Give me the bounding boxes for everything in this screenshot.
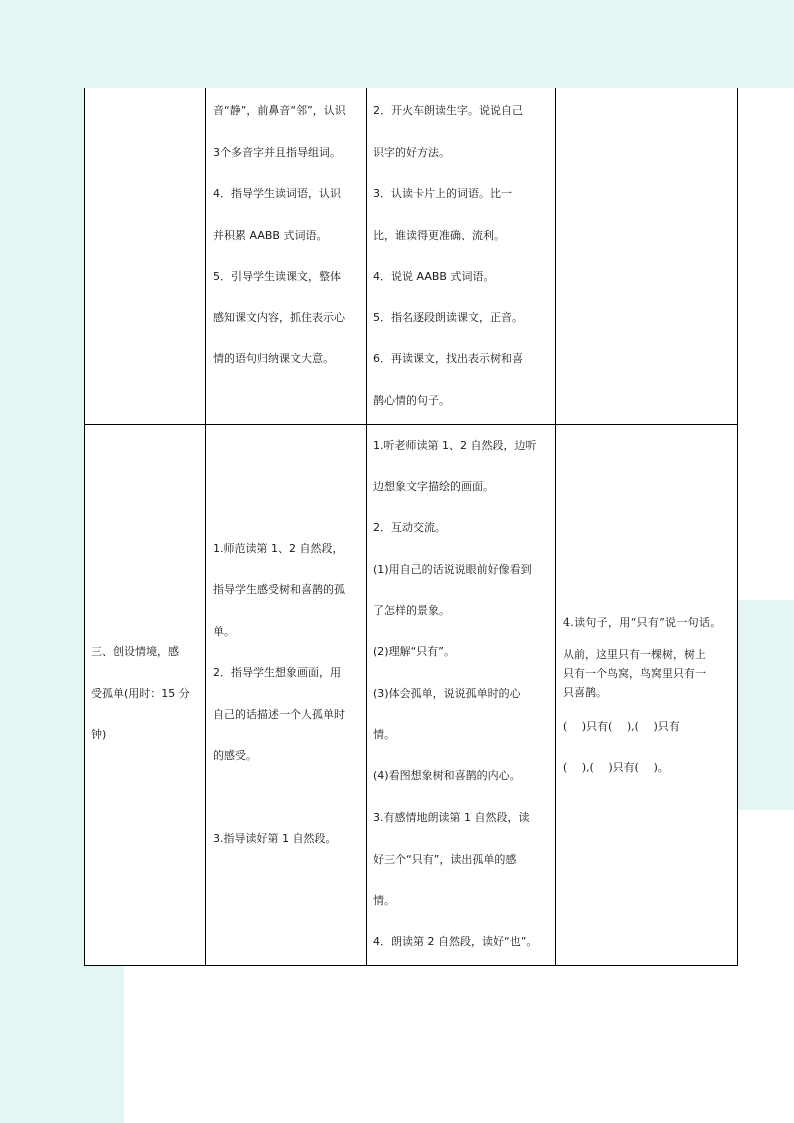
table-border-left <box>84 88 85 966</box>
text-line: 3．认读卡片上的词语。比一 <box>373 187 512 200</box>
text-line: 4．说说 AABB 式词语。 <box>373 270 495 283</box>
text-line: 感知课文内容，抓住表示心 <box>213 311 345 324</box>
background-top-band <box>0 0 794 88</box>
text-line: 2．开火车朗读生字。说说自己 <box>373 104 523 117</box>
table-border-bottom <box>84 965 738 966</box>
text-line: 1.听老师读第 1、2 自然段，边听 <box>373 439 537 452</box>
text-line: 3.有感情地朗读第 1 自然段，读 <box>373 811 530 824</box>
text-line: 3.指导读好第 1 自然段。 <box>213 832 337 845</box>
text-line: 的感受。 <box>213 749 257 762</box>
column-divider-3 <box>555 88 556 966</box>
text-line: (1)用自己的话说说眼前好像看到 <box>373 563 532 576</box>
column-divider-2 <box>366 88 367 966</box>
text-line: 音“静”，前鼻音“邻”，认识 <box>213 104 346 117</box>
text-line: 从前，这里只有一棵树，树上 <box>563 648 706 661</box>
text-line: 2．互动交流。 <box>373 521 446 534</box>
text-line: 了怎样的景象。 <box>373 604 450 617</box>
text-line: 情。 <box>373 728 395 741</box>
column-divider-1 <box>205 88 206 966</box>
text-line: 三、创设情境，感 <box>91 645 179 658</box>
text-line: 6．再读课文，找出表示树和喜 <box>373 352 523 365</box>
text-line: 4.读句子，用“只有”说一句话。 <box>563 616 722 629</box>
text-line: 3个多音字并且指导组词。 <box>213 146 341 159</box>
text-line: 5．引导学生读课文，整体 <box>213 270 341 283</box>
text-line: 情。 <box>373 894 395 907</box>
text-line: 2．指导学生想象画面，用 <box>213 666 341 679</box>
text-line: 只有一个鸟窝，鸟窝里只有一 <box>563 667 706 680</box>
text-line: 识字的好方法。 <box>373 146 450 159</box>
text-line: (4)看图想象树和喜鹊的内心。 <box>373 769 521 782</box>
text-line: 钟) <box>91 728 107 741</box>
text-line: 鹊心情的句子。 <box>373 394 450 407</box>
table-border-right <box>737 88 738 966</box>
text-line: 比，谁读得更准确、流利。 <box>373 229 505 242</box>
text-line: 情的语句归纳课文大意。 <box>213 352 334 365</box>
text-line: 4．指导学生读词语，认识 <box>213 187 341 200</box>
text-line: 并积累 AABB 式词语。 <box>213 229 328 242</box>
text-line: 受孤单(用时：15 分 <box>91 687 190 700</box>
text-line: ( ),( )只有( )。 <box>563 761 669 774</box>
text-line: 指导学生感受树和喜鹊的孤 <box>213 583 345 596</box>
row-divider <box>84 424 738 425</box>
text-line: 自己的话描述一个人孤单时 <box>213 708 345 721</box>
text-line: 好三个“只有”，读出孤单的感 <box>373 853 517 866</box>
text-line: 单。 <box>213 625 235 638</box>
background-right-tab <box>738 600 794 810</box>
lesson-plan-table <box>84 88 738 966</box>
text-line: (2)理解“只有”。 <box>373 645 455 658</box>
text-line: (3)体会孤单，说说孤单时的心 <box>373 687 521 700</box>
text-line: ( )只有( ),( )只有 <box>563 720 680 733</box>
text-line: 4．朗读第 2 自然段，读好“也”。 <box>373 935 538 948</box>
text-line: 5．指名逐段朗读课文，正音。 <box>373 311 523 324</box>
text-line: 只喜鹊。 <box>563 686 607 699</box>
text-line: 1.师范读第 1、2 自然段， <box>213 542 344 555</box>
text-line: 边想象文字描绘的画面。 <box>373 480 494 493</box>
